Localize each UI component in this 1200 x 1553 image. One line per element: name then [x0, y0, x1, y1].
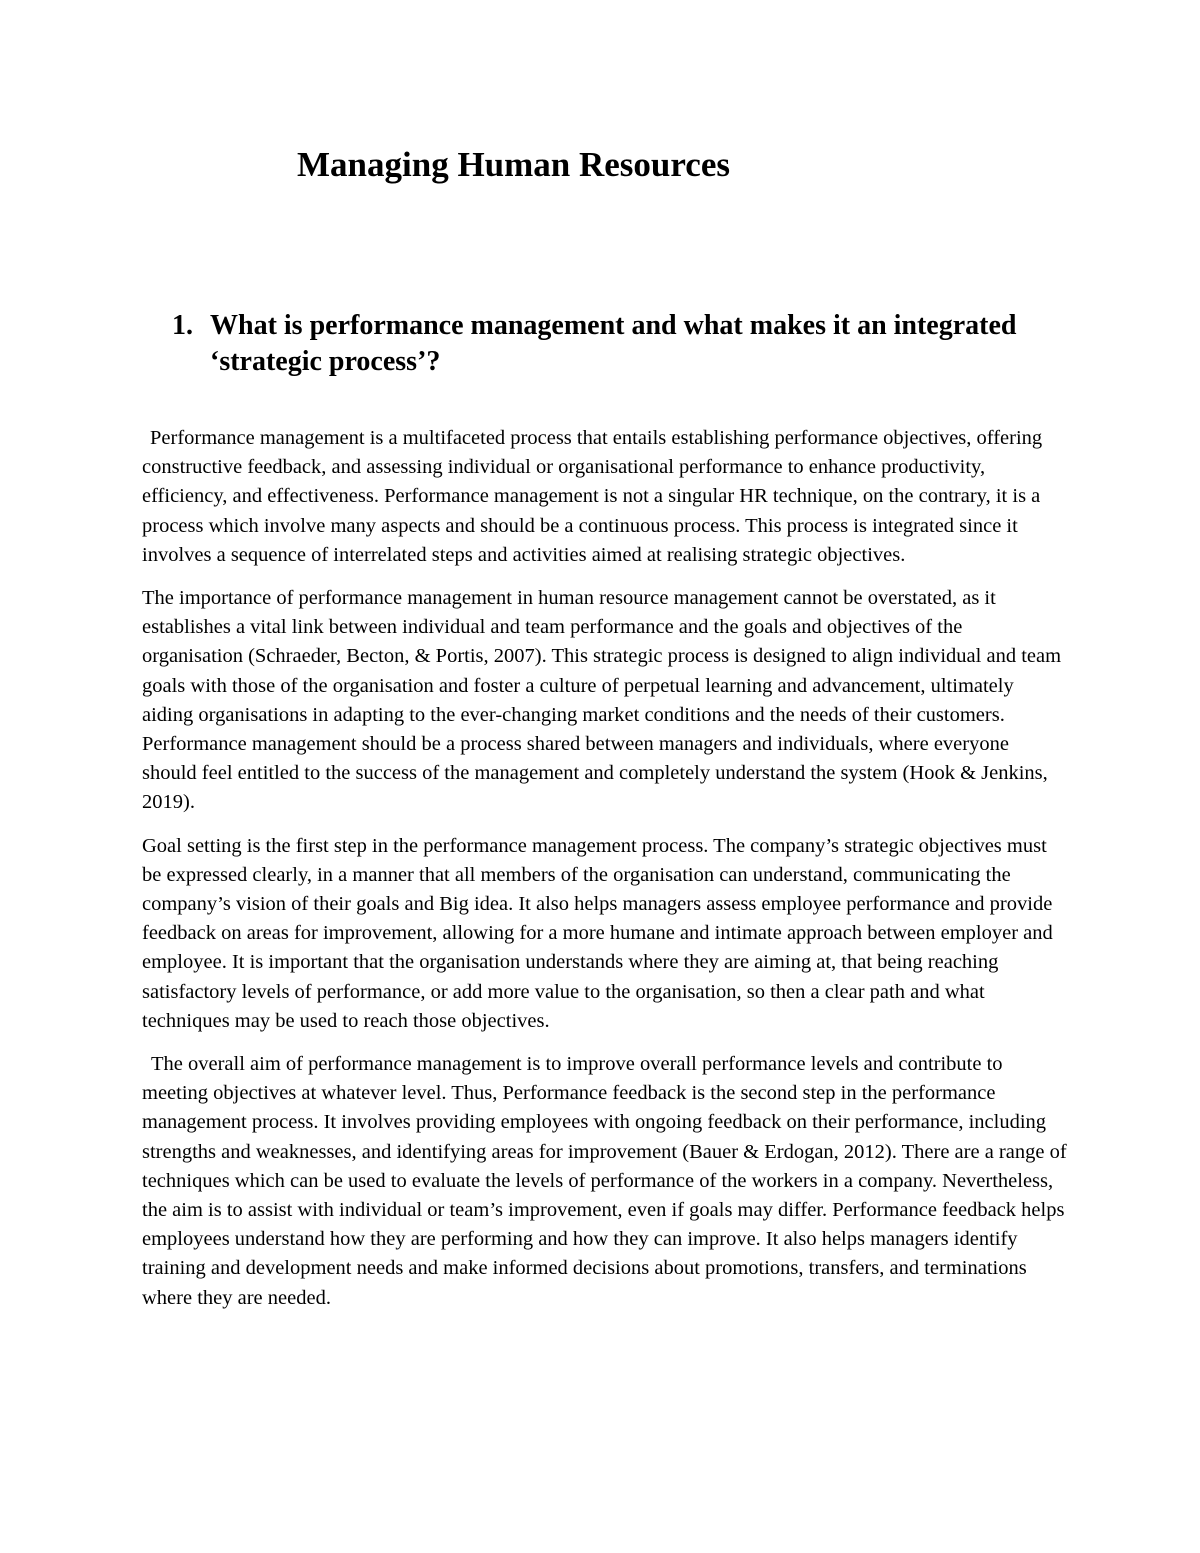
document-title: Managing Human Resources — [297, 145, 730, 184]
question-text: What is performance management and what makes it an integrated ‘strategic process’? — [210, 310, 1017, 377]
paragraph-2: The importance of performance management in human resource management cannot be overstated, as it establishes a vital link between individual and team performance and the goals and objectives of the organisation (Schraeder, Becton, & Portis, 2007). This strategic process is designed to align individual and team goals with those of the organisation and foster a culture of perpetual learning and advancement, ultimately aiding organisations in adapting to the ever-changing market conditions and the needs of their customers. Performance management should be a process shared between managers and individuals, where everyone should feel entitled to the success of the management and completely understand the system (Hook & Jenkins, 2019). — [142, 587, 1062, 814]
paragraph-4: The overall aim of performance management is to improve overall performance levels and contribute to meeting objectives at whatever level. Thus, Performance feedback is the second step in the performance management process. It involves providing employees with ongoing feedback on their performance, including strengths and weaknesses, and identifying areas for improvement (Bauer & Erdogan, 2012). There are a range of techniques which can be used to evaluate the levels of performance of the workers in a company. Nevertheless, the aim is to assist with individual or team’s improvement, even if goals may differ. Performance feedback helps employees understand how they are performing and how they can improve. It also helps managers identify training and development needs and make informed decisions about promotions, transfers, and terminations where they are needed. — [142, 1053, 1067, 1309]
paragraph-3: Goal setting is the first step in the performance management process. The company’s strategic objectives must be expressed clearly, in a manner that all members of the organisation can understand, communicating the company’s vision of their goals and Big idea. It also helps managers assess employee performance and provide feedback on areas for improvement, allowing for a more humane and intimate approach between employer and employee. It is important that the organisation understands where they are aiming at, that being reaching satisfactory levels of performance, or add more value to the organisation, so then a clear path and what techniques may be used to reach those objectives. — [142, 834, 1053, 1032]
question-number: 1. — [172, 310, 193, 341]
paragraph-1: Performance management is a multifaceted process that entails establishing performance objectives, offering constructive feedback, and assessing individual or organisational performance to enhance productivity, efficiency, and effectiveness. Performance management is not a singular HR technique, on the contrary, it is a process which involve many aspects and should be a continuous process. This process is integrated since it involves a sequence of interrelated steps and activities aimed at realising strategic objectives. — [142, 427, 1043, 566]
body-text — [142, 424, 1067, 1327]
question-heading — [172, 308, 1032, 380]
